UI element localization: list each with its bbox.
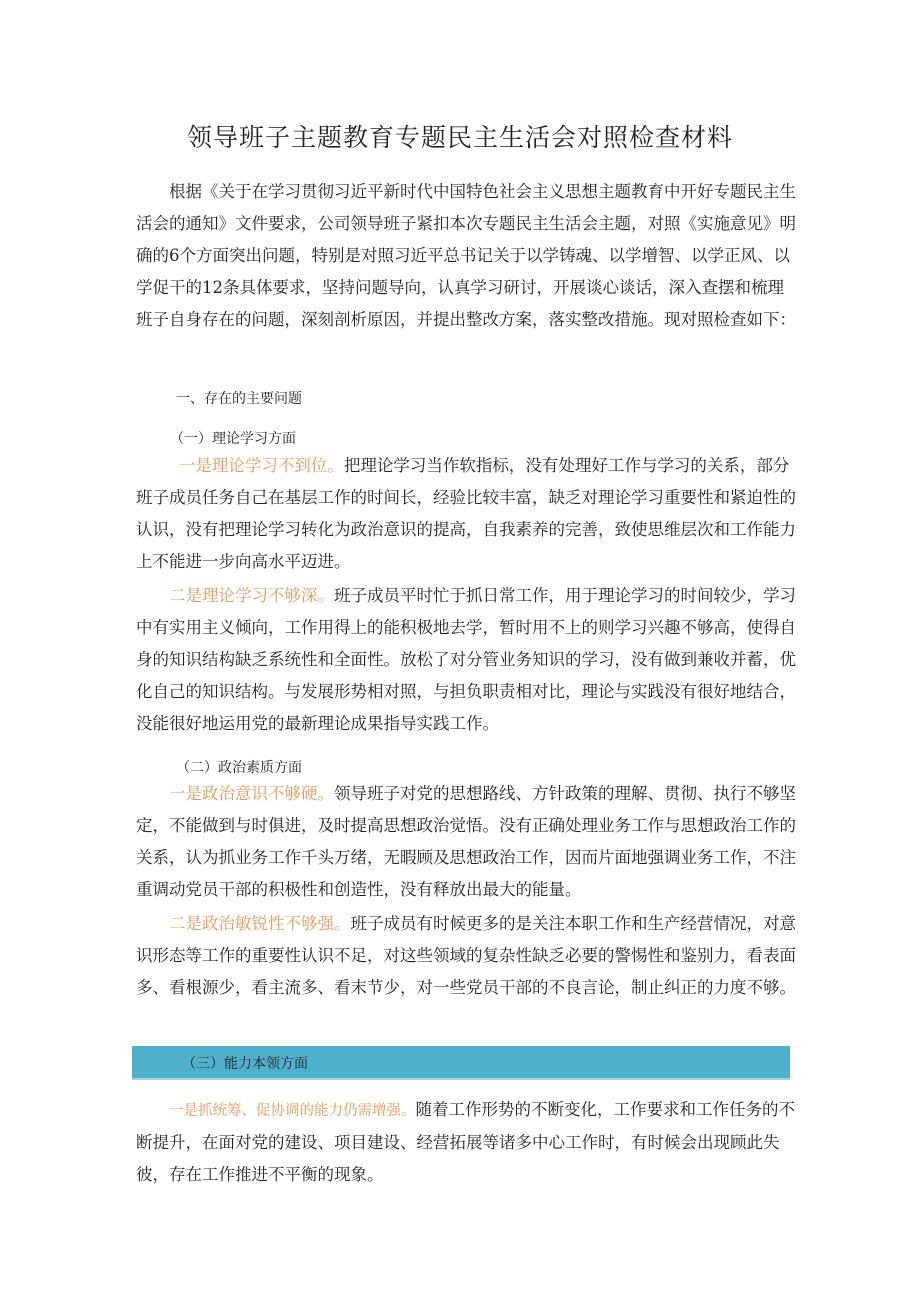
subsection-heading-theory: （一）理论学习方面 — [170, 431, 296, 447]
highlight-lead: 二是理论学习不够深。 — [169, 586, 334, 605]
paragraph-theory-2 — [136, 580, 796, 740]
highlight-lead: 二是政治敏锐性不够强。 — [169, 914, 351, 933]
paragraph-politics-1 — [136, 778, 796, 906]
paragraph-body: 随着工作形势的不断变化，工作要求和工作任务的不断提升，在面对党的建设、项目建设、经营拓展等诸多中心工作时，有时候会出现顾此失彼，存在工作推进不平衡的现象。 — [136, 1100, 795, 1184]
document-title: 领导班子主题教育专题民主生活会对照检查材料 — [186, 123, 733, 152]
subsection-heading-ability: （三）能力本领方面 — [182, 1056, 308, 1072]
section-heading-problems: 一、存在的主要问题 — [176, 391, 302, 407]
paragraph-politics-2 — [136, 908, 796, 1004]
paragraph-body: 领导班子对党的思想路线、方针政策的理解、贯彻、执行不够坚定，不能做到与时俱进，及时提高思想政治觉悟。没有正确处理业务工作与思想政治工作的关系，认为抓业务工作千头万绪，无暇顾及思想政治工作，因而片面地强调业务工作，不注重调动党员干部的积极性和创造性，没有释放出最大的能量。 — [136, 784, 796, 899]
highlight-lead: 一是政治意识不够硬。 — [169, 784, 334, 803]
paragraph-body: 把理论学习当作软指标，没有处理好工作与学习的关系，部分班子成员任务自己在基层工作的时间长，经验比较丰富，缺乏对理论学习重要性和紧迫性的认识，没有把理论学习转化为政治意识的提高，自我素养的完善，致使思维层次和工作能力上不能进一步向高水平迈进。 — [136, 456, 796, 571]
highlight-lead: 一是理论学习不到位。 — [178, 456, 344, 475]
paragraph-ability-1 — [136, 1094, 796, 1191]
paragraph-theory-1 — [136, 450, 796, 578]
highlighted-heading-bar — [132, 1046, 790, 1080]
highlight-lead: 一是抓统筹、促协调的能力仍需增强。 — [169, 1103, 416, 1119]
paragraph-body: 班子成员有时候更多的是关注本职工作和生产经营情况，对意识形态等工作的重要性认识不足，对这些领域的复杂性缺乏必要的警惕性和鉴别力，看表面多、看根源少，看主流多、看末节少，对一些党员干部的不良言论，制止纠正的力度不够。 — [136, 914, 796, 997]
subsection-heading-politics: （二）政治素质方面 — [176, 760, 302, 776]
intro-paragraph: 根据《关于在学习贯彻习近平新时代中国特色社会主义思想主题教育中开好专题民主生活会的通知》文件要求，公司领导班子紧扣本次专题民主生活会主题，对照《实施意见》明确的6个方面突出问题，特别是对照习近平总书记关于以学铸魂、以学增智、以学正风、以学促干的12条具体要求，坚持问题导向，认真学习研讨，开展谈心谈话，深入查摆和梳理班子自身存在的问题，深刻剖析原因，并提出整改方案，落实整改措施。现对照检查如下： — [136, 182, 796, 329]
paragraph-body: 班子成员平时忙于抓日常工作，用于理论学习的时间较少，学习中有实用主义倾向，工作用得上的能积极地去学，暂时用不上的则学习兴趣不够高，使得自身的知识结构缺乏系统性和全面性。放松了对分管业务知识的学习，没有做到兼收并蓄，优化自己的知识结构。与发展形势相对照，与担负职责相对比，理论与实践没有很好地结合，没能很好地运用党的最新理论成果指导实践工作。 — [136, 586, 796, 733]
